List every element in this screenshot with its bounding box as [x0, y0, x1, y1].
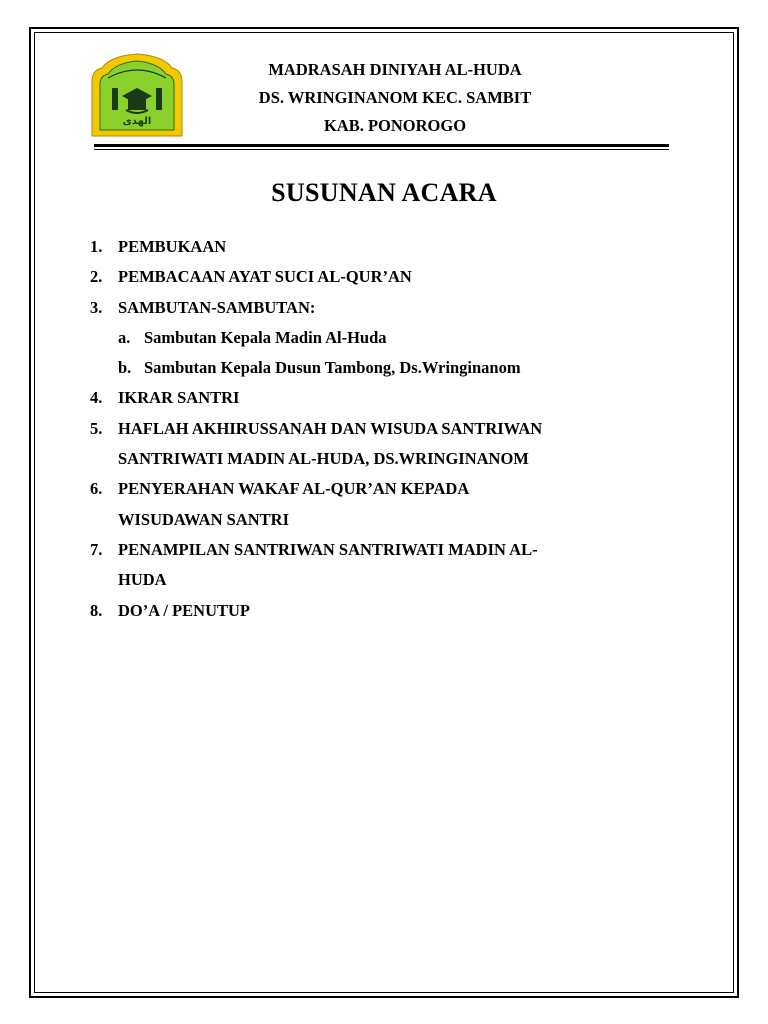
agenda-item-number: 1.: [90, 237, 103, 256]
institution-address: DS. WRINGINANOM KEC. SAMBIT: [258, 88, 532, 107]
agenda-item-text: DO’A / PENUTUP: [118, 600, 250, 620]
agenda-item-text: PENAMPILAN SANTRIWAN SANTRIWATI MADIN AL-: [118, 539, 538, 559]
agenda-item: [90, 262, 650, 292]
madrasah-logo: [88, 52, 186, 138]
agenda-item-text: SAMBUTAN-SAMBUTAN:: [118, 297, 316, 317]
agenda-item-number: 7.: [90, 539, 103, 559]
agenda-item-number: a.: [118, 327, 131, 347]
agenda-subitem: [90, 323, 650, 353]
agenda-item-text: HAFLAH AKHIRUSSANAH DAN WISUDA SANTRIWAN: [118, 418, 543, 438]
agenda-item-text: PEMBUKAAN: [118, 237, 227, 256]
agenda-item-text: PEMBACAAN AYAT SUCI AL-QUR’AN: [118, 267, 412, 287]
agenda-item: [90, 293, 650, 323]
agenda-item-number: 5.: [90, 418, 103, 438]
agenda-item-number: 8.: [90, 600, 103, 620]
agenda-item-text: Sambutan Kepala Madin Al-Huda: [144, 327, 387, 347]
agenda-item-text: PENYERAHAN WAKAF AL-QUR’AN KEPADA: [118, 479, 470, 499]
agenda-item: [90, 232, 650, 262]
agenda-list: [90, 232, 650, 626]
agenda-item: [90, 414, 650, 444]
agenda-item-continuation: [90, 565, 650, 595]
agenda-item-text: Sambutan Kepala Dusun Tambong, Ds.Wringinanom: [144, 358, 521, 378]
institution-region: KAB. PONOROGO: [323, 116, 467, 135]
agenda-item-continuation: [90, 444, 650, 474]
header-rule-thin: [94, 149, 669, 150]
agenda-item-number: 3.: [90, 297, 103, 317]
agenda-item: [90, 535, 650, 565]
institution-name: MADRASAH DINIYAH AL-HUDA: [268, 60, 522, 79]
agenda-item-number: 6.: [90, 479, 103, 499]
page-title: SUSUNAN ACARA: [271, 178, 497, 207]
agenda-item-text: WISUDAWAN SANTRI: [118, 509, 289, 529]
agenda-subitem: [90, 353, 650, 383]
agenda-item-text: SANTRIWATI MADIN AL-HUDA, DS.WRINGINANOM: [118, 449, 529, 469]
letterhead: [200, 56, 590, 140]
header-rule-thick: [94, 144, 669, 147]
agenda-item: [90, 596, 650, 626]
agenda-item-continuation: [90, 505, 650, 535]
agenda-item: [90, 383, 650, 413]
agenda-item-number: b.: [118, 358, 132, 378]
agenda-item-number: 4.: [90, 388, 103, 408]
agenda-item-text: HUDA: [118, 570, 167, 590]
logo-text: الهدى: [122, 116, 152, 127]
agenda-item: [90, 474, 650, 504]
agenda-item-text: IKRAR SANTRI: [118, 388, 240, 408]
agenda-item-number: 2.: [90, 267, 103, 287]
